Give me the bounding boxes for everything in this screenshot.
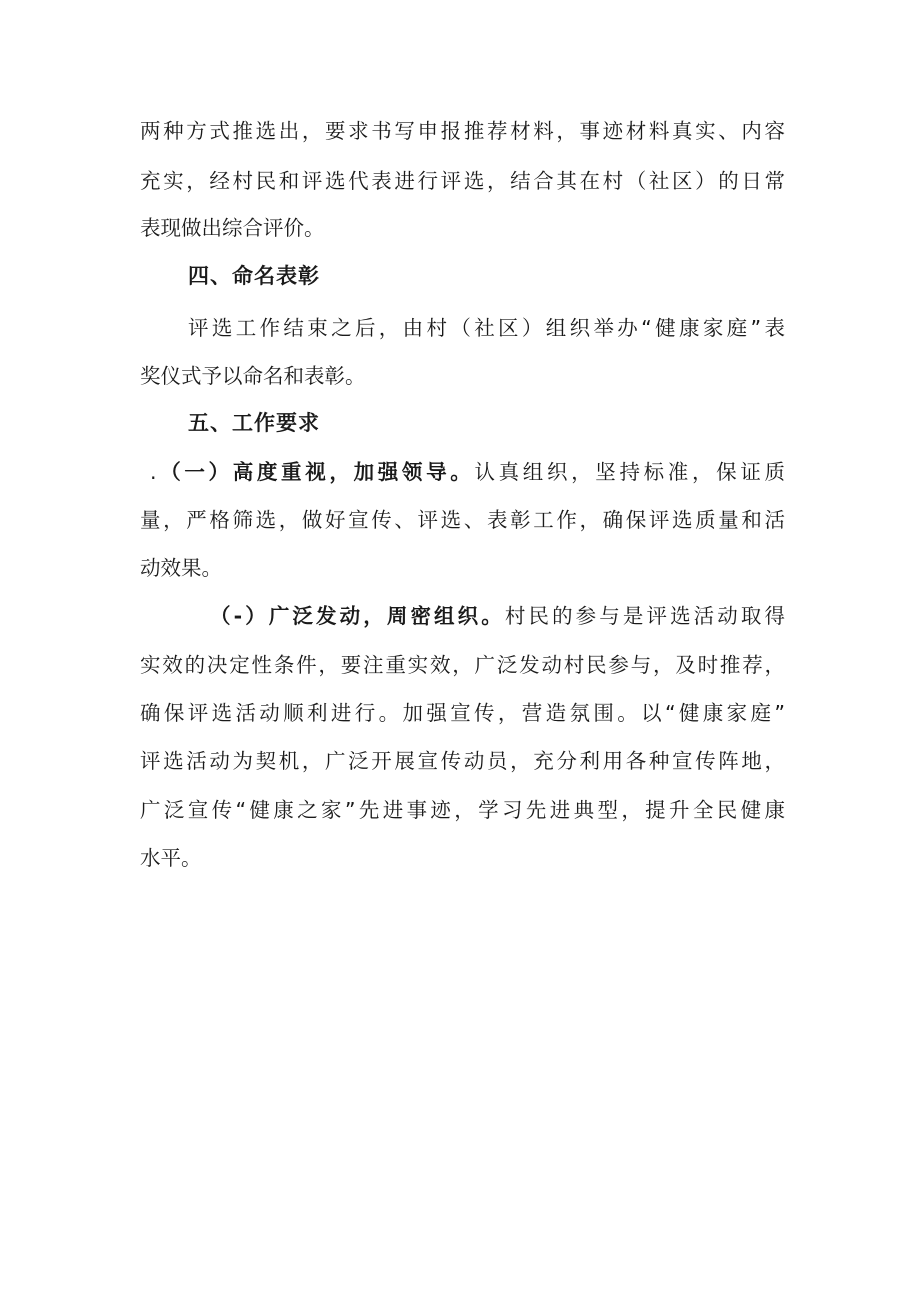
subheading-1: （一）高度重视，加强领导。 [156,460,475,484]
paragraph-line: 水平。 [140,846,202,870]
paragraph-line: 实效的决定性条件，要注重实效，广泛发动村民参与，及时推荐， [140,653,785,677]
section-heading-4: 四、命名表彰 [188,264,320,288]
paragraph-line: 量，严格筛选，做好宣传、评选、表彰工作，确保评选质量和活 [140,508,785,532]
paragraph-line: 充实，经村民和评选代表进行评选，结合其在村（社区）的日常 [140,169,785,193]
paragraph-line: 动效果。 [140,556,222,580]
paragraph-line [210,601,785,631]
paragraph-text: 认真组织，坚持标准，保证质 [474,460,785,484]
paragraph-line: 确保评选活动顺利进行。加强宣传，营造氛围。以“健康家庭” [140,701,785,725]
stray-dot: . [150,460,157,484]
paragraph-line: 奖仪式予以命名和表彰。 [140,364,366,388]
paragraph-line: 评选工作结束之后，由村（社区）组织举办“健康家庭”表 [188,316,785,340]
paragraph-line: 表现做出综合评价。 [140,216,325,240]
paragraph-line [150,457,785,487]
subheading-2: （-）广泛发动，周密组织。 [210,604,505,628]
paragraph-line: 评选活动为契机，广泛开展宣传动员，充分利用各种宣传阵地， [140,749,785,773]
paragraph-text: 村民的参与是评选活动取得 [504,604,785,628]
paragraph-line: 广泛宣传“健康之家”先进事迹，学习先进典型，提升全民健康 [140,798,785,822]
paragraph-line: 两种方式推选出，要求书写申报推荐材料，事迹材料真实、内容 [140,119,785,143]
section-heading-5: 五、工作要求 [188,411,320,435]
